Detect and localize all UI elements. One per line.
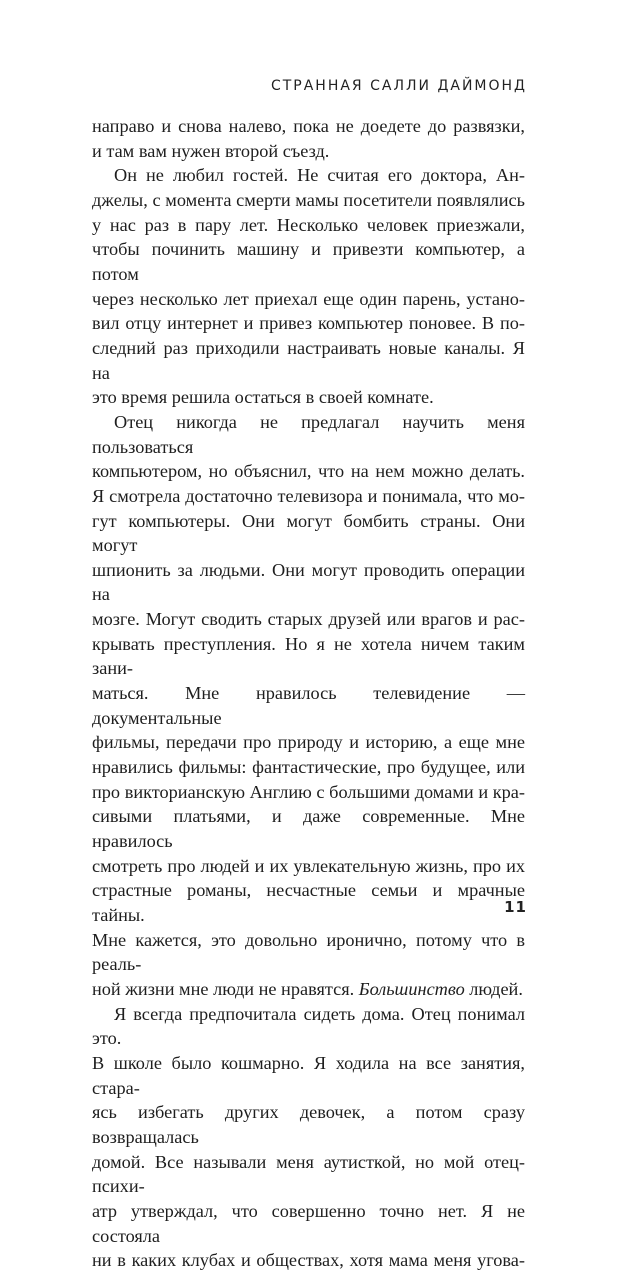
paragraph [92, 410, 525, 1002]
italic-emphasis: Большинство [358, 978, 465, 999]
text-line: ясь избегать других девочек, а потом сразу возвращалась [92, 1102, 525, 1147]
paragraph [92, 114, 525, 163]
body-text [92, 114, 525, 1273]
text-fragment: ной жизни мне люди не нравятся. [92, 978, 355, 999]
text-line [92, 977, 525, 1002]
text-line: у нас раз в пару лет. Несколько человек приезжали, [92, 214, 525, 235]
text-line: Он не любил гостей. Не считая его доктора, Ан- [114, 165, 525, 186]
text-line: про викторианскую Англию с большими домами и кра- [92, 781, 525, 802]
text-line: страстные романы, несчастные семьи и мрачные тайны. [92, 880, 525, 925]
text-line: джелы, с момента смерти мамы посетители появлялись [92, 189, 525, 210]
text-line: сивыми платьями, и даже современные. Мне нравилось [92, 806, 525, 852]
text-line: гут компьютеры. Они могут бомбить страны. Они могут [92, 510, 525, 556]
text-line: чтобы починить машину и привезти компьютер, а потом [92, 239, 525, 284]
paragraph [92, 1002, 525, 1273]
page-number: 11 [504, 898, 527, 916]
text-line: Я смотрела достаточно телевизора и понимала, что мо- [92, 485, 525, 506]
text-line: через несколько лет приехал еще один парень, устано- [92, 288, 525, 309]
text-line: крывать преступления. Но я не хотела ничем таким зани- [92, 633, 525, 679]
paragraph [92, 163, 525, 410]
text-line: фильмы, передачи про природу и историю, а еще мне [92, 732, 525, 753]
text-line: нравились фильмы: фантастические, про будущее, или [92, 757, 525, 778]
text-line: следний раз приходили настраивать новые каналы. Я на [92, 337, 525, 383]
text-line: смотреть про людей и их увлекательную жизнь, про их [92, 855, 525, 876]
text-line: В школе было кошмарно. Я ходила на все занятия, стара- [92, 1052, 525, 1098]
text-line: вил отцу интернет и привез компьютер поновее. В по- [92, 313, 525, 334]
text-line: атр утверждал, что совершенно точно нет. Я не состояла [92, 1200, 525, 1246]
text-fragment: людей. [464, 978, 523, 999]
text-line: компьютером, но объяснил, что на нем можно делать. [92, 461, 525, 482]
text-line: это время решила остаться в своей комнате. [92, 387, 434, 408]
running-header: СТРАННАЯ САЛЛИ ДАЙМОНД [270, 78, 527, 94]
text-line: Мне кажется, это довольно иронично, потому что в реаль- [92, 929, 525, 975]
text-line: Отец никогда не предлагал научить меня пользоваться [92, 411, 525, 457]
text-line: домой. Все называли меня аутисткой, но мой отец-психи- [92, 1151, 525, 1197]
text-line: направо и снова налево, пока не доедете до развязки, [92, 116, 525, 136]
text-line: мозге. Могут сводить старых друзей или врагов и рас- [92, 609, 525, 630]
text-line: шпионить за людьми. Они могут проводить операции на [92, 559, 525, 605]
text-line: Я всегда предпочитала сидеть дома. Отец понимал это. [92, 1003, 525, 1049]
text-line: и там вам нужен второй съезд. [92, 140, 330, 161]
text-line: ни в каких клубах и обществах, хотя мама меня угова- [92, 1250, 525, 1271]
text-line: маться. Мне нравилось телевидение — документальные [92, 683, 525, 728]
